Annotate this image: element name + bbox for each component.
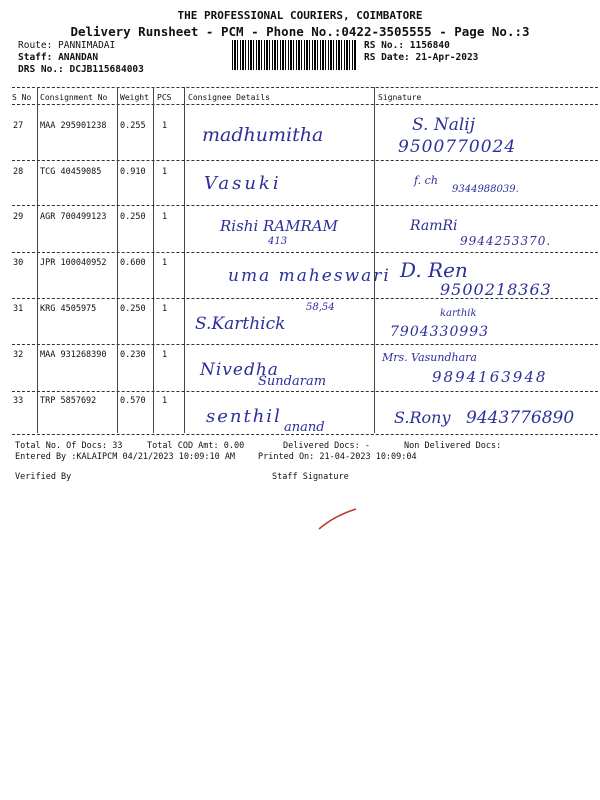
staff-signature-label: Staff Signature bbox=[272, 472, 349, 482]
drs-label: DRS No.: bbox=[18, 64, 64, 75]
handwritten-consignee: madhumitha bbox=[202, 124, 324, 146]
handwritten-signature: S.Rony bbox=[394, 408, 451, 427]
col-header-weight: Weight bbox=[120, 93, 149, 102]
entered-by: Entered By :KALAIPCM 04/21/2023 10:09:10 AM bbox=[15, 452, 236, 462]
col-divider bbox=[117, 87, 118, 433]
row-sno: 31 bbox=[13, 304, 24, 314]
delivered-docs: Delivered Docs: - bbox=[283, 441, 370, 451]
pen-stroke-mark bbox=[316, 506, 360, 532]
handwritten-phone: 9443776890 bbox=[466, 408, 575, 428]
handwritten-consignee-extra: Sundaram bbox=[258, 374, 327, 389]
row-weight: 0.255 bbox=[120, 121, 146, 131]
row-divider bbox=[12, 252, 598, 253]
row-pcs: 1 bbox=[162, 258, 168, 268]
col-divider bbox=[374, 87, 375, 433]
handwritten-consignee: senthil bbox=[206, 406, 282, 427]
row-weight: 0.250 bbox=[120, 212, 146, 222]
row-sno: 30 bbox=[13, 258, 24, 268]
staff-row bbox=[18, 52, 98, 63]
handwritten-phone: 7904330993 bbox=[390, 324, 490, 340]
handwritten-phone: 9944253370. bbox=[460, 234, 552, 248]
row-sno: 32 bbox=[13, 350, 24, 360]
company-title: THE PROFESSIONAL COURIERS, COIMBATORE bbox=[177, 9, 423, 22]
col-header-sno: S No bbox=[12, 93, 32, 102]
handwritten-consignee-extra: 58,54 bbox=[306, 302, 335, 313]
col-header-pcs: PCS bbox=[157, 93, 172, 102]
staff-label: Staff: bbox=[18, 52, 53, 63]
handwritten-phone: 9894163948 bbox=[432, 368, 548, 386]
row-pcs: 1 bbox=[162, 350, 168, 360]
drs-number: DCJB115684003 bbox=[69, 64, 144, 75]
printed-on: Printed On: 21-04-2023 10:09:04 bbox=[258, 452, 417, 462]
row-divider bbox=[12, 391, 598, 392]
col-divider bbox=[184, 87, 185, 433]
header-bottom-rule bbox=[12, 104, 598, 105]
staff-name: ANANDAN bbox=[58, 52, 99, 63]
handwritten-signature: S. Nalij bbox=[412, 115, 476, 135]
total-cod: Total COD Amt: 0.00 bbox=[147, 441, 245, 451]
row-pcs: 1 bbox=[162, 121, 168, 131]
row-divider bbox=[12, 344, 598, 345]
row-pcs: 1 bbox=[162, 212, 168, 222]
handwritten-signature: karthik bbox=[440, 308, 477, 319]
row-divider bbox=[12, 298, 598, 299]
col-divider bbox=[153, 87, 154, 433]
handwritten-signature: D. Ren bbox=[400, 258, 468, 282]
total-docs: Total No. Of Docs: 33 bbox=[15, 441, 123, 451]
row-pcs: 1 bbox=[162, 167, 168, 177]
header-top-rule bbox=[12, 87, 598, 88]
handwritten-consignee: Vasuki bbox=[204, 173, 282, 194]
handwritten-signature: f. ch bbox=[414, 174, 438, 187]
row-sno: 27 bbox=[13, 121, 24, 131]
table-bottom-rule bbox=[12, 434, 598, 435]
handwritten-consignee: uma maheswari bbox=[228, 266, 391, 286]
barcode-image bbox=[232, 40, 356, 70]
row-weight: 0.600 bbox=[120, 258, 146, 268]
handwritten-signature: RamRi bbox=[410, 218, 458, 234]
row-pcs: 1 bbox=[162, 304, 168, 314]
row-divider bbox=[12, 205, 598, 206]
handwritten-consignee: Nivedha bbox=[200, 360, 279, 380]
col-divider bbox=[37, 87, 38, 433]
row-sno: 28 bbox=[13, 167, 24, 177]
verified-by-label: Verified By bbox=[15, 472, 72, 482]
route-text: Route: PANNIMADAI bbox=[18, 40, 116, 51]
col-header-consignee: Consignee Details bbox=[188, 93, 270, 102]
handwritten-consignee-extra: anand bbox=[284, 420, 325, 435]
rs-number: RS No.: 1156840 bbox=[364, 40, 450, 51]
non-delivered-docs: Non Delivered Docs: bbox=[404, 441, 502, 451]
handwritten-consignee: S.Karthick bbox=[195, 314, 286, 334]
row-sno: 33 bbox=[13, 396, 24, 406]
row-consignment-no: TRP 5857692 bbox=[40, 396, 97, 406]
row-consignment-no: AGR 700499123 bbox=[40, 212, 107, 222]
row-weight: 0.230 bbox=[120, 350, 146, 360]
row-consignment-no: MAA 931268390 bbox=[40, 350, 107, 360]
row-divider bbox=[12, 160, 598, 161]
handwritten-phone: 9500770024 bbox=[398, 137, 517, 157]
handwritten-consignee: Rishi RAMRAM bbox=[220, 217, 338, 235]
col-header-signature: Signature bbox=[378, 93, 422, 102]
handwritten-phone: 9500218363 bbox=[440, 280, 552, 299]
rs-date: RS Date: 21-Apr-2023 bbox=[364, 52, 479, 63]
row-pcs: 1 bbox=[162, 396, 168, 406]
runsheet-subtitle: Delivery Runsheet - PCM - Phone No.:0422-3505555 - Page No.:3 bbox=[70, 24, 530, 39]
row-consignment-no: MAA 295901238 bbox=[40, 121, 107, 131]
row-weight: 0.570 bbox=[120, 396, 146, 406]
drs-row bbox=[18, 64, 144, 75]
handwritten-signature: Mrs. Vasundhara bbox=[382, 351, 477, 364]
row-consignment-no: JPR 100040952 bbox=[40, 258, 107, 268]
col-header-consignment: Consignment No bbox=[40, 93, 108, 102]
row-weight: 0.250 bbox=[120, 304, 146, 314]
row-consignment-no: KRG 4505975 bbox=[40, 304, 97, 314]
row-sno: 29 bbox=[13, 212, 24, 222]
handwritten-phone: 9344988039. bbox=[452, 184, 519, 195]
row-weight: 0.910 bbox=[120, 167, 146, 177]
row-consignment-no: TCG 40459085 bbox=[40, 167, 102, 177]
handwritten-consignee-extra: 413 bbox=[268, 236, 288, 247]
